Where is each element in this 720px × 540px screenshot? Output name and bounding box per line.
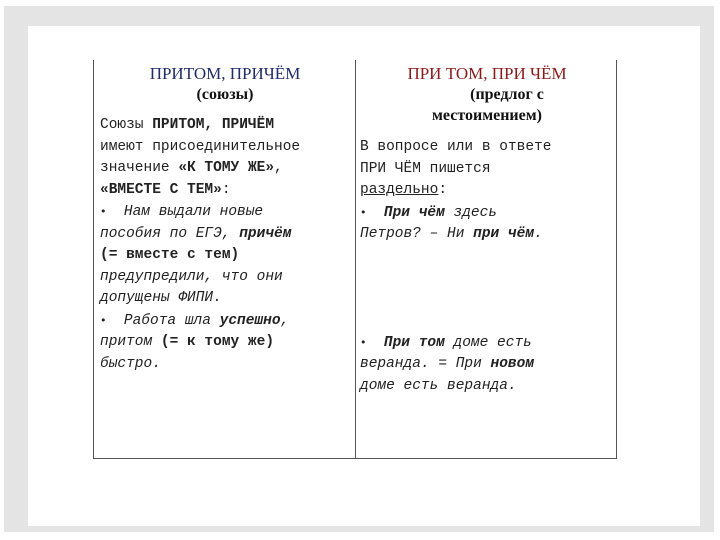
left-subheading: (союзы): [196, 86, 254, 103]
right-heading: ПРИ ТОМ, ПРИ ЧЁМ: [407, 64, 567, 83]
left-text-segment: имеют присоединительное: [100, 138, 301, 155]
right-text-segment: При чём: [383, 204, 445, 221]
right-text-line: [360, 310, 551, 332]
right-text-segment: В вопросе или в ответе: [360, 139, 552, 155]
left-text-line: [100, 354, 300, 376]
left-text-segment: допущены ФИПИ.: [100, 290, 222, 306]
right-text-line: [360, 376, 551, 398]
left-text-segment: быстро.: [100, 355, 161, 372]
right-text-line: [360, 289, 551, 311]
left-text-segment: (= к тому же): [152, 334, 275, 350]
right-text-line: [360, 267, 551, 289]
right-text-segment: ПРИ ЧЁМ пишется: [360, 160, 491, 177]
left-text-line: [100, 267, 300, 289]
right-text-segment: Петров? – Ни: [360, 226, 474, 242]
right-text-segment: здесь: [444, 204, 498, 221]
left-text-segment: притом: [100, 334, 153, 350]
left-text-line: [100, 158, 300, 180]
left-text-segment: пособия по ЕГЭ,: [100, 225, 240, 242]
right-text-segment: новом: [490, 356, 535, 372]
right-text-line: [360, 354, 551, 376]
right-text-line: [360, 332, 551, 355]
left-column-header: [100, 63, 350, 105]
left-text-line: [100, 180, 300, 202]
left-text-segment: предупредили, что они: [100, 268, 283, 285]
left-text-line: [100, 245, 300, 267]
right-text-segment: веранда. = При: [360, 356, 491, 372]
right-text-segment: .: [534, 226, 543, 242]
right-text-segment: [367, 205, 384, 221]
right-text-line: [360, 137, 551, 159]
right-text-line: [360, 246, 551, 268]
bullet-icon: •: [360, 205, 367, 219]
left-text-segment: ПРИТОМ, ПРИЧЁМ: [152, 117, 275, 133]
right-text-line: [360, 224, 551, 246]
left-heading: ПРИТОМ, ПРИЧЁМ: [149, 64, 301, 83]
left-text-segment: значение: [100, 160, 179, 176]
left-text-segment: ,: [274, 160, 283, 176]
left-text-line: [100, 310, 300, 333]
bullet-icon: •: [100, 313, 107, 327]
left-text-segment: успешно: [219, 312, 281, 329]
right-text-segment: доме есть: [444, 334, 532, 351]
left-text-segment: Работа шла: [106, 312, 220, 329]
left-text-segment: Нам выдали новые: [106, 204, 264, 220]
right-text-segment: раздельно: [360, 182, 439, 198]
left-text-line: [100, 115, 300, 137]
left-text-segment: ,: [280, 312, 290, 329]
right-text-line: [360, 202, 551, 225]
left-text-segment: :: [221, 181, 231, 198]
right-subheading-line2: местоимением): [432, 107, 542, 124]
left-text-segment: «К ТОМУ ЖЕ»: [178, 160, 275, 176]
left-text-line: [100, 288, 300, 310]
left-text-line: [100, 137, 300, 159]
right-column-body: [360, 137, 551, 397]
left-text-segment: Союзы: [100, 117, 153, 133]
column-divider: [355, 60, 356, 458]
left-text-segment: «ВМЕСТЕ С ТЕМ»: [100, 181, 222, 198]
right-text-segment: при чём: [473, 226, 535, 242]
right-text-segment: доме есть веранда.: [360, 377, 517, 394]
left-text-segment: (= вместе с тем): [100, 247, 240, 263]
right-text-segment: При том: [383, 334, 445, 351]
left-text-line: [100, 332, 300, 354]
right-text-segment: :: [438, 182, 448, 198]
left-text-line: [100, 201, 300, 224]
left-text-segment: причём: [239, 225, 292, 242]
left-column-body: [100, 115, 300, 375]
right-text-line: [360, 159, 551, 181]
right-subheading-line1: (предлог с: [470, 86, 544, 103]
bullet-icon: •: [100, 205, 107, 218]
right-text-line: [360, 180, 551, 202]
right-text-segment: [367, 335, 384, 351]
left-text-line: [100, 224, 300, 246]
right-column-header: [362, 63, 612, 126]
bullet-icon: •: [360, 335, 367, 349]
